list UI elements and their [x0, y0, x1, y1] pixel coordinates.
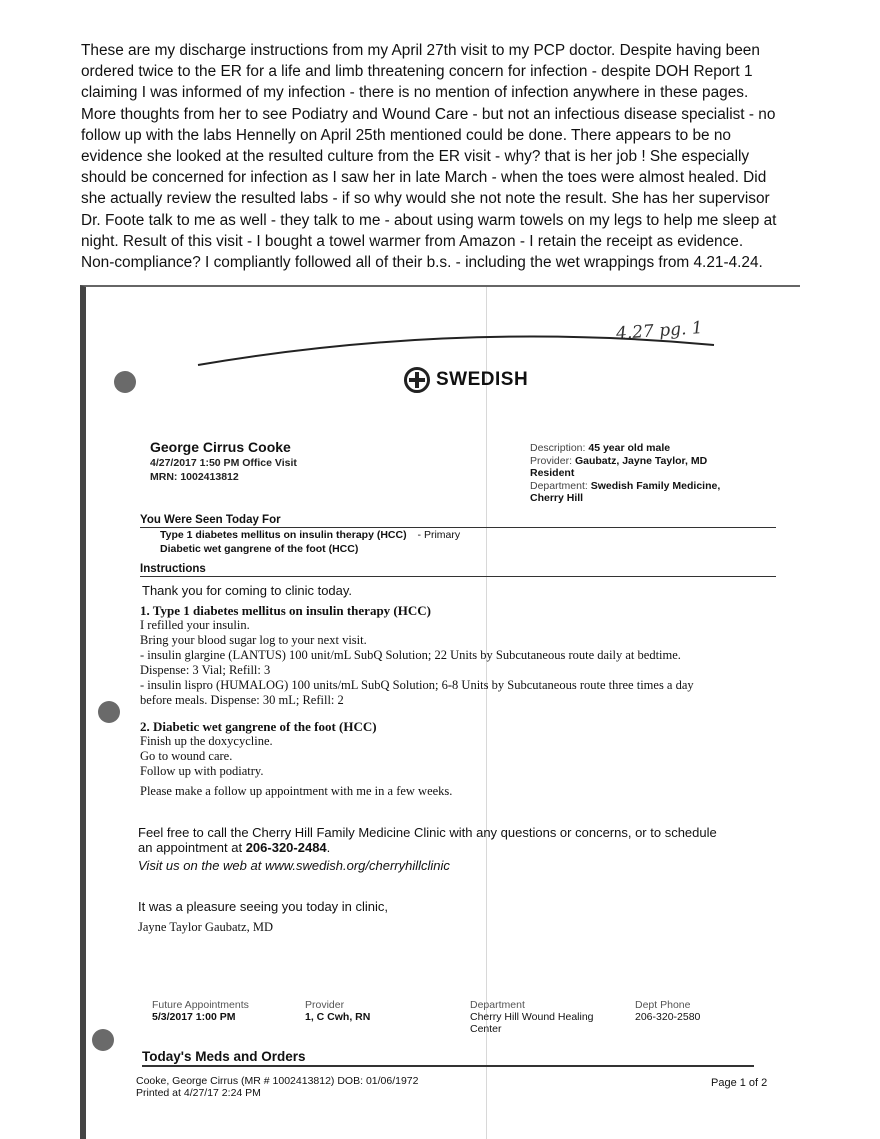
- logo-text: SWEDISH: [436, 369, 529, 390]
- department-value: Swedish Family Medicine,: [590, 479, 721, 492]
- footer-patient: Cooke, George Cirrus (MR # 1002413812) DOB: 01/06/1972: [136, 1075, 419, 1087]
- item-2-line: Follow up with podiatry.: [140, 764, 264, 778]
- punch-hole-icon: [114, 371, 136, 393]
- appointment-col-date: [152, 999, 249, 1023]
- appointment-department-2: Center: [470, 1023, 502, 1035]
- visit-datetime: 4/27/2017 1:50 PM Office Visit: [150, 457, 297, 469]
- intro-line: claiming I was informed of my infection - there is no mention of infection anywhere in these pages.: [81, 84, 749, 102]
- description-value: 45 year old male: [588, 442, 671, 454]
- document-footer: [136, 1075, 419, 1099]
- item-1-line: Dispense: 3 Vial; Refill: 3: [140, 663, 271, 677]
- intro-line: ordered twice to the ER for a life and limb threatening concern for infection - despite DOH Report 1: [81, 63, 753, 81]
- item-2-title: 2. Diabetic wet gangrene of the foot (HCC): [140, 719, 377, 734]
- followup-text: Please make a follow up appointment with me in a few weeks.: [140, 784, 453, 798]
- seen-today-heading: You Were Seen Today For: [140, 514, 776, 528]
- cross-icon: [404, 367, 430, 393]
- intro-line: she actually review the resulted labs - if so why would she not note the result. She has her supervisor: [81, 190, 770, 208]
- appointment-col-department: [470, 999, 594, 1035]
- call-line-1: Feel free to call the Cherry Hill Family Medicine Clinic with any questions or concerns, or to schedule: [138, 825, 717, 840]
- intro-line: night. Result of this visit - I bought a towel warmer from Amazon - I retain the receipt as evidence.: [81, 232, 744, 250]
- instruction-item-1: [140, 603, 780, 708]
- department-label: Department:: [530, 479, 588, 492]
- appointment-header: Future Appointments: [152, 999, 249, 1011]
- appointment-phone: 206-320-2580: [635, 1011, 701, 1023]
- intro-line: Dr. Foote talk to me as well - they talk to me - about using warm towels on my legs to help me sleep at: [81, 211, 777, 229]
- provider-role: Resident: [530, 467, 575, 479]
- appointment-department: Cherry Hill Wound Healing: [470, 1011, 594, 1023]
- appointment-col-provider: [305, 999, 370, 1023]
- patient-name: George Cirrus Cooke: [150, 439, 291, 455]
- appointment-header: Provider: [305, 999, 345, 1011]
- clinic-web-link[interactable]: Visit us on the web at www.swedish.org/cherryhillclinic: [138, 858, 450, 873]
- appointment-col-phone: [635, 999, 700, 1023]
- clinic-phone: 206-320-2484: [245, 840, 327, 855]
- item-1-title: 1. Type 1 diabetes mellitus on insulin therapy (HCC): [140, 603, 431, 618]
- diagnosis-1: [160, 529, 460, 541]
- punch-hole-icon: [92, 1029, 114, 1051]
- intro-line: should be concerned for infection as I saw her in late March - when the toes were almost healed. Did: [81, 169, 767, 187]
- primary-tag: - Primary: [417, 529, 461, 541]
- intro-line: Non-compliance? I compliantly followed all of their b.s. - including the wet wrappings from 4.21-4.24.: [81, 254, 763, 272]
- description-label: Description:: [530, 442, 586, 454]
- intro-line: More thoughts from her to see Podiatry and Wound Care - but not an infectious disease specialist - no: [81, 105, 776, 123]
- patient-mrn: MRN: 1002413812: [150, 471, 239, 483]
- signature-text: Jayne Taylor Gaubatz, MD: [138, 920, 273, 934]
- provider-label: Provider:: [530, 454, 573, 467]
- appointment-provider: 1, C Cwh, RN: [305, 1011, 371, 1023]
- pleasure-text: It was a pleasure seeing you today in clinic,: [138, 899, 389, 914]
- item-1-line: before meals. Dispense: 30 mL; Refill: 2: [140, 693, 344, 707]
- intro-line: follow up with the labs Hennelly on April 25th mentioned could be done. There appears to be no: [81, 126, 731, 144]
- item-1-line: I refilled your insulin.: [140, 618, 250, 632]
- call-text: [138, 825, 788, 873]
- intro-line: These are my discharge instructions from my April 27th visit to my PCP doctor. Despite having been: [81, 42, 760, 59]
- intro-line: evidence she looked at the resulted culture from the ER visit - why? that is her job ! She especially: [81, 148, 750, 166]
- provider-value: Gaubatz, Jayne Taylor, MD: [574, 454, 708, 467]
- department-value-2: Cherry Hill: [530, 492, 584, 504]
- diagnosis-1-text: Type 1 diabetes mellitus on insulin therapy (HCC): [160, 529, 407, 541]
- item-2-line: Finish up the doxycycline.: [140, 734, 273, 748]
- page-number: Page 1 of 2: [711, 1077, 768, 1089]
- swedish-logo: [404, 367, 528, 393]
- call-line-2-post: .: [326, 840, 331, 855]
- meds-orders-heading: Today's Meds and Orders: [142, 1049, 754, 1067]
- instructions-heading: Instructions: [140, 563, 776, 577]
- diagnosis-2: Diabetic wet gangrene of the foot (HCC): [160, 543, 359, 555]
- thanks-text: Thank you for coming to clinic today.: [142, 583, 353, 598]
- visit-meta: [530, 442, 760, 505]
- item-1-line: - insulin lispro (HUMALOG) 100 units/mL SubQ Solution; 6-8 Units by Subcutaneous route three times a day: [140, 678, 694, 692]
- patient-info: [150, 439, 297, 483]
- scanned-document: [80, 285, 800, 1139]
- appointment-date: 5/3/2017 1:00 PM: [152, 1011, 236, 1023]
- header-arc: [196, 329, 716, 369]
- handwritten-note: 4.27 pg. 1: [615, 318, 704, 344]
- item-1-line: - insulin glargine (LANTUS) 100 unit/mL SubQ Solution; 22 Units by Subcutaneous route daily at bedtime.: [140, 648, 681, 662]
- appointment-header: Department: [470, 999, 525, 1011]
- punch-hole-icon: [98, 701, 120, 723]
- call-line-2: [138, 840, 788, 855]
- intro-paragraph: [81, 40, 811, 273]
- call-line-2-pre: an appointment at: [138, 840, 246, 855]
- instruction-item-2: [140, 719, 780, 779]
- item-2-line: Go to wound care.: [140, 749, 233, 763]
- item-1-line: Bring your blood sugar log to your next visit.: [140, 633, 367, 647]
- footer-printed: Printed at 4/27/17 2:24 PM: [136, 1087, 261, 1099]
- appointment-header: Dept Phone: [635, 999, 691, 1011]
